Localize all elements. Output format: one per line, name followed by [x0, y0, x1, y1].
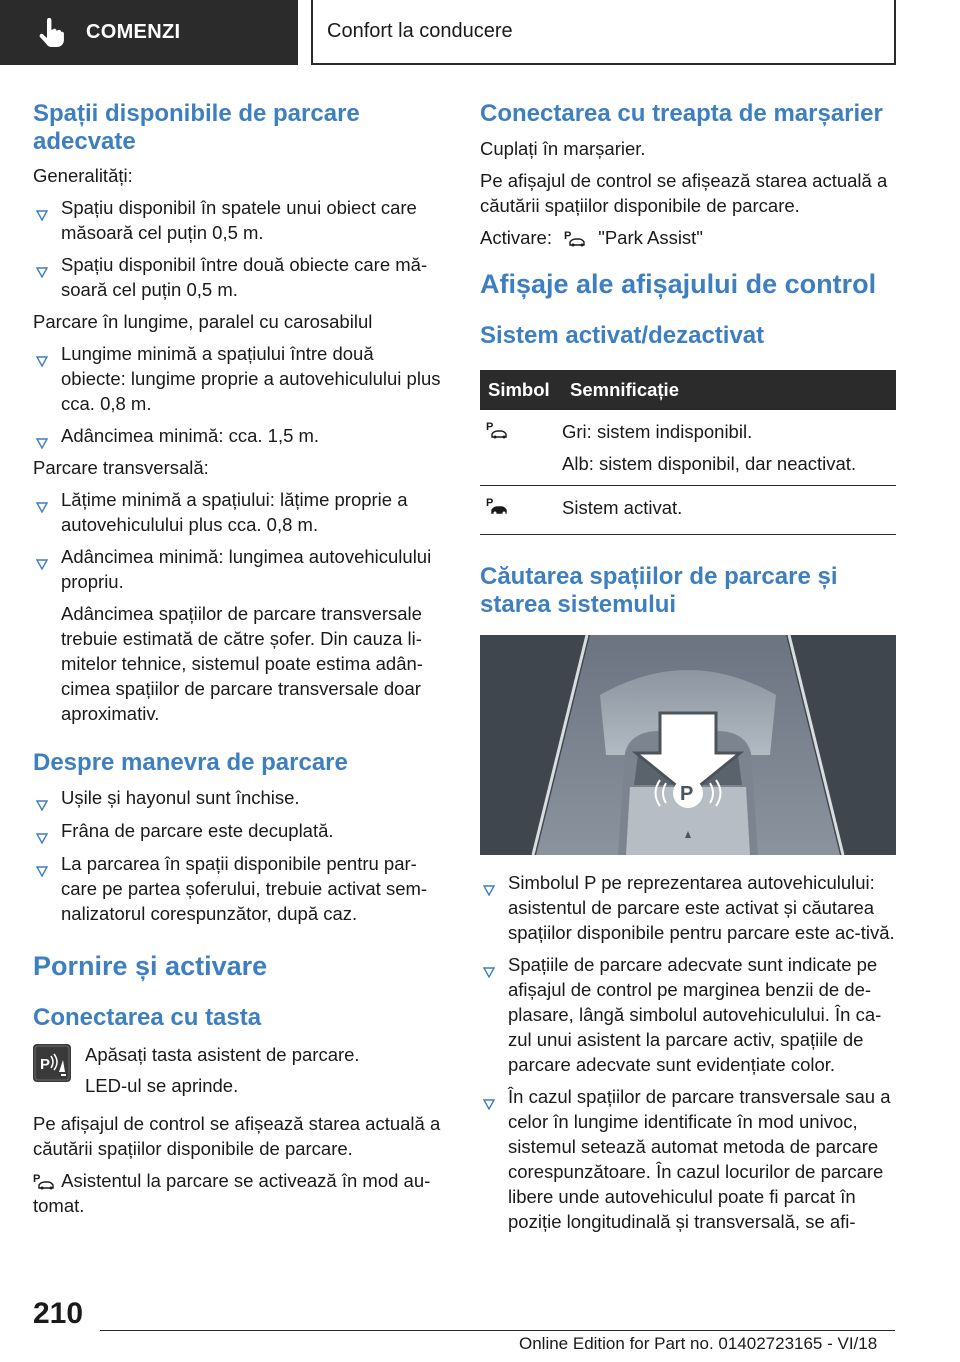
- transverse-label: Parcare transversală:: [33, 457, 209, 478]
- svg-text:P: P: [486, 497, 494, 510]
- led-text: LED-ul se aprinde.: [85, 1075, 239, 1096]
- section-tab: [0, 0, 298, 65]
- list-item-text: Spațiu disponibil între două obiecte care mă-soară cel puțin 0,5 m.: [61, 254, 428, 300]
- triangle-bullet-icon: [36, 825, 48, 836]
- list-item-text: Lățime minimă a spațiului: lățime proprie a autovehiculului plus cca. 0,8 m.: [61, 489, 408, 535]
- park-assist-icon: [561, 228, 589, 250]
- list-item: [480, 870, 896, 945]
- heading-displays: Afișaje ale afișajului de control: [480, 269, 877, 300]
- triangle-bullet-icon: [483, 959, 495, 970]
- parking-display-image: [480, 635, 896, 855]
- heading-reverse: Conectarea cu treapta de marșarier: [480, 100, 883, 127]
- table-cell-meaning: Sistem activat.: [562, 486, 896, 535]
- general-label: Generalități:: [33, 165, 133, 186]
- list-item-note: [33, 601, 443, 726]
- triangle-bullet-icon: [36, 348, 48, 359]
- list-item: [33, 544, 443, 594]
- activation-line: [480, 225, 896, 250]
- display-status-text: Pe afișajul de control se afișează starea actuală a căutării spațiilor disponibile de parcare.: [480, 170, 888, 216]
- list-item: [33, 851, 443, 926]
- list-item: [33, 252, 443, 302]
- triangle-bullet-icon: [36, 551, 48, 562]
- list-item-text: În cazul spațiilor de parcare transversale sau a celor în lungime identificate în mod univoc, sistemul setează automat metoda de parcare corespunzătoare. În cazul locurilor de parcare libere unde autovehiculul poate fi parcat în poziție longitudinală și transversală, se afi-: [508, 1086, 891, 1233]
- park-assist-button-icon: [33, 1044, 71, 1082]
- list-item-text: Lungime minimă a spațiului între două obiecte: lungime proprie a autovehiculului plus cca. 0,8 m.: [61, 343, 441, 414]
- table-row: [480, 486, 896, 535]
- press-text: Apăsați tasta asistent de parcare.: [85, 1044, 360, 1065]
- activation-value: "Park Assist": [598, 227, 703, 248]
- triangle-bullet-icon: [36, 858, 48, 869]
- list-item-text: Adâncimea spațiilor de parcare transversale trebuie estimată de către șofer. Din cauza li-mitelor tehnice, sistemul poate estima adân-cimea spațiilor de parcare transversale doar aproximativ.: [61, 603, 423, 724]
- svg-text:P: P: [33, 1173, 41, 1186]
- table-cell-meaning: [562, 410, 896, 486]
- park-assist-icon: [486, 419, 514, 443]
- list-item: [33, 785, 443, 810]
- button-instruction: [33, 1042, 443, 1098]
- list-item-text: Adâncimea minimă: cca. 1,5 m.: [61, 425, 320, 446]
- meaning-white: Alb: sistem disponibil, dar neactivat.: [562, 453, 857, 475]
- heading-system: Sistem activat/dezactivat: [480, 322, 765, 350]
- list-item: [33, 195, 443, 245]
- list-item-text: Simbolul P pe reprezentarea autovehiculului: asistentul de parcare este activat și căutarea spațiilor disponibile pentru parcare este ac-tivă.: [508, 872, 895, 944]
- display-illustration: [480, 635, 896, 855]
- table-header-row: [480, 370, 896, 410]
- section-label: COMENZI: [86, 21, 181, 43]
- list-item-text: La parcarea în spații disponibile pentru par-care pe partea șoferului, trebuie activat sem-nalizatorul corespunzător, după caz.: [61, 853, 428, 924]
- display-status-text: Pe afișajul de control se afișează starea actuală a căutării spațiilor disponibile de parcare.: [33, 1113, 441, 1159]
- left-column: [33, 100, 443, 1218]
- park-assist-icon: [33, 1171, 57, 1193]
- list-item: [480, 1084, 896, 1234]
- auto-on-label: Asistentul la parcare se activează în mod au-tomat.: [33, 1170, 431, 1217]
- list-item: [33, 423, 443, 448]
- triangle-bullet-icon: [36, 259, 48, 270]
- triangle-bullet-icon: [483, 877, 495, 888]
- list-item: [33, 487, 443, 537]
- chapter-tab: [311, 0, 896, 65]
- park-assist-active-icon: [486, 495, 514, 519]
- table-header-symbol: Simbol: [480, 370, 562, 410]
- list-item: [33, 818, 443, 843]
- table-header-meaning: Semnificație: [562, 370, 896, 410]
- svg-text:P: P: [486, 421, 494, 434]
- list-item-text: Frâna de parcare este decuplată.: [61, 820, 334, 841]
- list-item-text: Adâncimea minimă: lungimea autovehiculului propriu.: [61, 546, 432, 592]
- chapter-label: Confort la conducere: [327, 20, 513, 42]
- hand-pointer-icon: [38, 18, 64, 48]
- heading-start: Pornire și activare: [33, 951, 268, 981]
- parallel-label: Parcare în lungime, paralel cu carosabilul: [33, 311, 373, 332]
- footer-divider: [100, 1330, 895, 1331]
- heading-button: Conectarea cu tasta: [33, 1004, 262, 1031]
- list-item: [33, 341, 443, 416]
- list-item-text: Spațiu disponibil în spatele unui obiect care măsoară cel puțin 0,5 m.: [61, 197, 417, 243]
- scene-letter: P: [680, 783, 694, 806]
- auto-on-text: [33, 1168, 443, 1218]
- list-item: [480, 952, 896, 1077]
- heading-maneuver: Despre manevra de parcare: [33, 749, 348, 776]
- table-cell-symbol: [480, 410, 562, 486]
- right-column: [480, 100, 896, 1234]
- svg-text:P: P: [40, 1056, 51, 1073]
- meaning-gray: Gri: sistem indisponibil.: [562, 421, 753, 443]
- page-number: 210: [33, 1297, 84, 1330]
- list-item-text: Spațiile de parcare adecvate sunt indicate pe afișajul de control pe marginea benzii de de-plasare, lângă simbolul autovehiculului. În ca-zul unui asistent la parcare activ, spațiile de parcare adecvate sunt evidențiate color.: [508, 954, 882, 1076]
- triangle-bullet-icon: [483, 1091, 495, 1102]
- table-row: [480, 410, 896, 486]
- engage-text: Cuplați în marșarier.: [480, 138, 646, 159]
- triangle-bullet-icon: [36, 792, 48, 803]
- heading-search: Căutarea spațiilor de parcare și starea sistemului: [480, 563, 838, 619]
- triangle-bullet-icon: [36, 202, 48, 213]
- heading-parking-spaces: Spații disponibile de parcare adecvate: [33, 100, 360, 155]
- svg-text:P: P: [564, 230, 572, 243]
- triangle-bullet-icon: [36, 430, 48, 441]
- list-item-text: Ușile și hayonul sunt închise.: [61, 787, 300, 808]
- table-cell-symbol: [480, 486, 562, 535]
- edition-text: Online Edition for Part no. 01402723165 - VI/18: [519, 1334, 878, 1353]
- symbol-table: [480, 370, 896, 535]
- activation-label: Activare:: [480, 227, 552, 248]
- triangle-bullet-icon: [36, 494, 48, 505]
